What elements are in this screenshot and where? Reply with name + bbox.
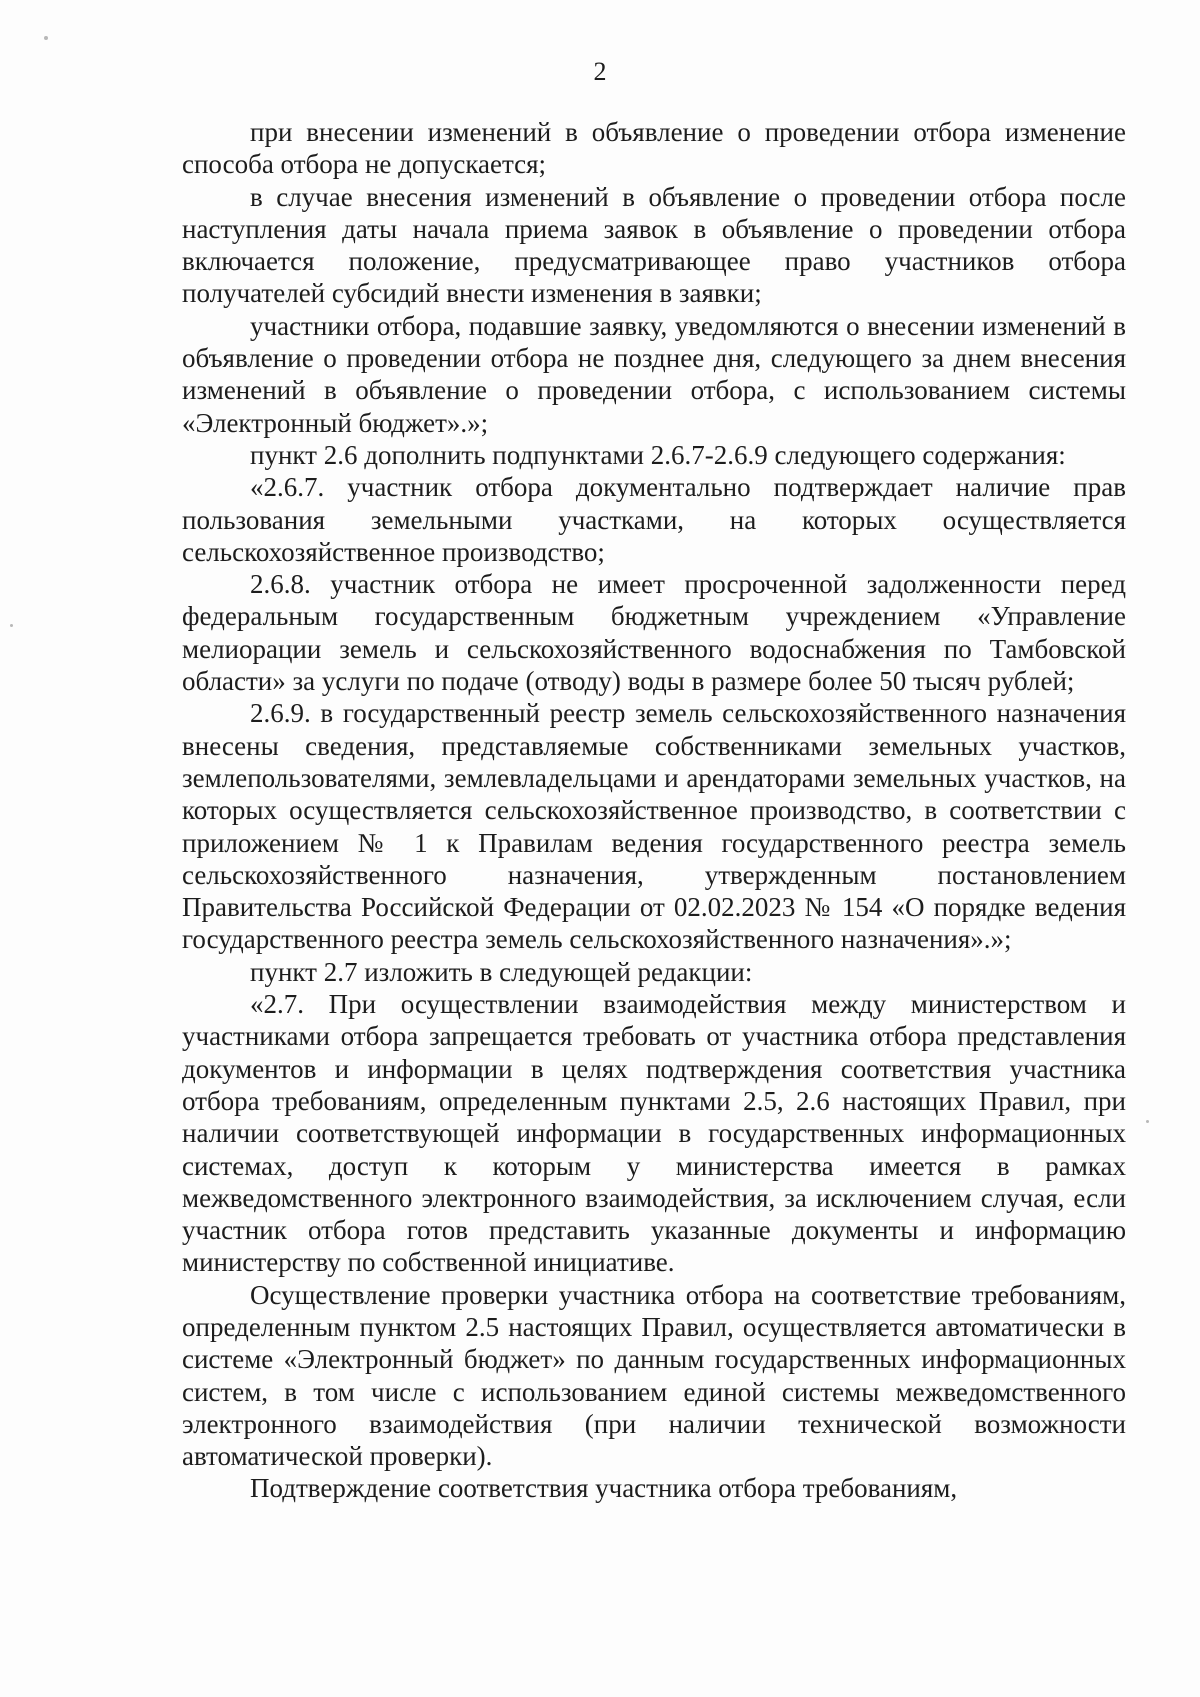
scan-speck [1146,1120,1149,1123]
paragraph: «2.7. При осуществлении взаимодействия между министерством и участниками отбора запрещается требовать от участника отбора представления документов и информации в целях подтверждения соответствия участника отбора требованиям, определенным пунктами 2.5, 2.6 настоящих Правил, при наличии соответствующей информации в государственных информационных системах, доступ к которым у министерства имеется в рамках межведомственного электронного взаимодействия, за исключением случая, если участник отбора готов представить указанные документы и информацию министерству по собственной инициативе. [182,989,1126,1278]
paragraph: «2.6.7. участник отбора документально подтверждает наличие прав пользования земельными участками, на которых осуществляется сельскохозяйственное производство; [182,472,1126,567]
scan-speck [10,624,13,627]
document-body [182,116,1126,1505]
paragraph: при внесении изменений в объявление о проведении отбора изменение способа отбора не допускается; [182,117,1126,180]
scan-speck [44,36,48,40]
paragraph: в случае внесения изменений в объявление о проведении отбора после наступления даты начала приема заявок в объявление о проведении отбора включается положение, предусматривающее право участников отбора получателей субсидий внести изменения в заявки; [182,181,1126,309]
page-number: 2 [593,57,607,86]
paragraph: участники отбора, подавшие заявку, уведомляются о внесении изменений в объявление о проведении отбора не позднее дня, следующего за днем внесения изменений в объявление о проведении отбора, с использованием системы «Электронный бюджет».»; [182,310,1126,438]
paragraph: 2.6.8. участник отбора не имеет просроченной задолженности перед федеральным государственным бюджетным учреждением «Управление мелиорации земель и сельскохозяйственного водоснабжения по Тамбовской области» за услуги по подаче (отводу) воды в размере более 50 тысяч рублей; [182,569,1126,697]
paragraph: пункт 2.6 дополнить подпунктами 2.6.7-2.6.9 следующего содержания: [250,439,1066,470]
paragraph: Осуществление проверки участника отбора на соответствие требованиям, определенным пунктом 2.5 настоящих Правил, осуществляется автоматически в системе «Электронный бюджет» по данным государственных информационных систем, в том числе с использованием единой системы межведомственного электронного взаимодействия (при наличии технической возможности автоматической проверки). [182,1279,1126,1472]
paragraph: Подтверждение соответствия участника отбора требованиям, [250,1473,958,1504]
paragraph: пункт 2.7 изложить в следующей редакции: [250,956,753,987]
paragraph: 2.6.9. в государственный реестр земель сельскохозяйственного назначения внесены сведения, представляемые собственниками земельных участков, землепользователями, землевладельцами и арендаторами земельных участков, на которых осуществляется сельскохозяйственное производство, в соответствии с приложением № 1 к Правилам ведения государственного реестра земель сельскохозяйственного назначения, утвержденным постановлением Правительства Российской Федерации от 02.02.2023 № 154 «О порядке ведения государственного реестра земель сельскохозяйственного назначения».»; [182,698,1126,955]
